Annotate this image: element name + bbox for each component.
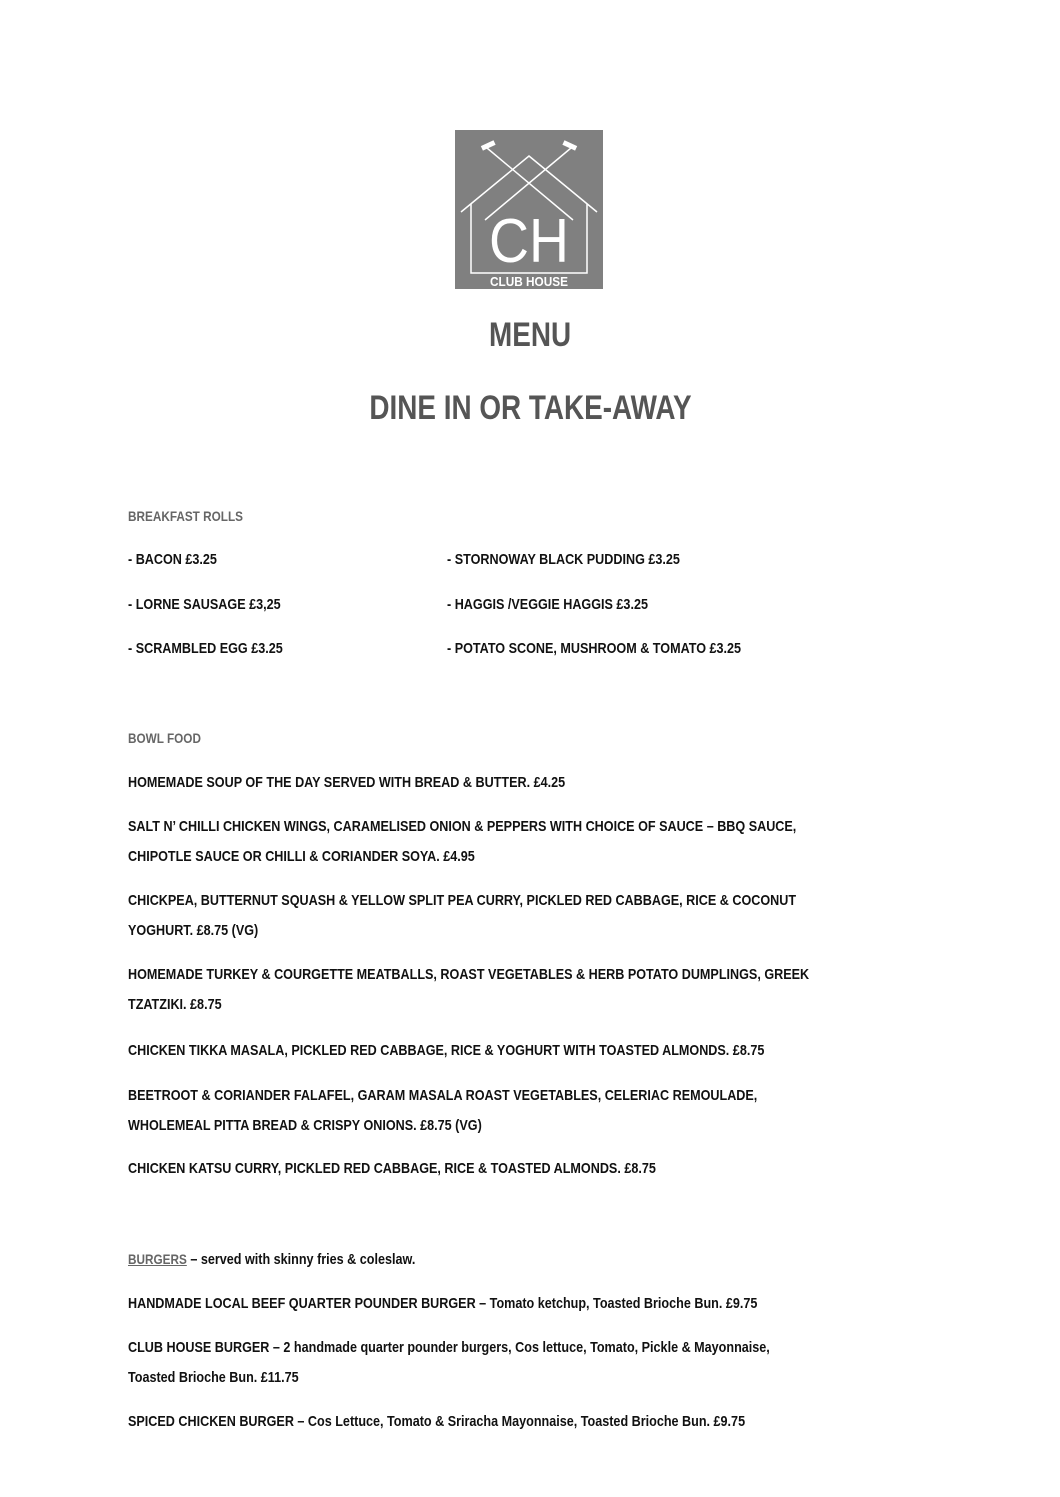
svg-text:CLUB HOUSE: CLUB HOUSE	[490, 274, 569, 289]
svg-text:CH: CH	[489, 207, 569, 276]
item-description: Cos Lettuce, Tomato & Sriracha Mayonnaise, Toasted Brioche Bun. £9.75	[307, 1413, 746, 1430]
menu-item	[128, 1412, 863, 1432]
menu-item: CHICKEN TIKKA MASALA, PICKLED RED CABBAGE, RICE & YOGHURT WITH TOASTED ALMONDS. £8.75	[128, 1042, 765, 1059]
menu-item: HOMEMADE SOUP OF THE DAY SERVED WITH BREAD & BUTTER. £4.25	[128, 774, 566, 791]
section-heading-burgers	[128, 1249, 470, 1269]
item-name: SPICED CHICKEN BURGER –	[128, 1413, 308, 1430]
section-heading-bowl-food: BOWL FOOD	[128, 730, 201, 746]
item-name: HANDMADE LOCAL BEEF QUARTER POUNDER BURGER –	[128, 1295, 490, 1312]
menu-item-continued: YOGHURT. £8.75 (VG)	[128, 922, 259, 939]
menu-item: - LORNE SAUSAGE £3,25	[128, 596, 281, 613]
menu-subtitle: DINE IN OR TAKE-AWAY	[368, 389, 692, 427]
menu-item: - POTATO SCONE, MUSHROOM & TOMATO £3.25	[447, 640, 742, 657]
section-heading-breakfast: BREAKFAST ROLLS	[128, 508, 243, 524]
menu-item-continued: CHIPOTLE SAUCE OR CHILLI & CORIANDER SOYA. £4.95	[128, 848, 475, 865]
menu-item: BEETROOT & CORIANDER FALAFEL, GARAM MASALA ROAST VEGETABLES, CELERIAC REMOULADE,	[128, 1087, 758, 1104]
item-description: Tomato ketchup, Toasted Brioche Bun. £9.75	[489, 1295, 758, 1312]
burgers-heading: BURGERS	[128, 1251, 187, 1267]
club-house-logo	[455, 130, 603, 289]
menu-item	[128, 1294, 877, 1314]
menu-item-continued: TZATZIKI. £8.75	[128, 996, 222, 1013]
menu-item: - STORNOWAY BLACK PUDDING £3.25	[447, 551, 680, 568]
item-description: 2 handmade quarter pounder burgers, Cos lettuce, Tomato, Pickle & Mayonnaise,	[283, 1339, 770, 1356]
menu-item: CHICKPEA, BUTTERNUT SQUASH & YELLOW SPLIT PEA CURRY, PICKLED RED CABBAGE, RICE & COCONUT	[128, 892, 797, 909]
menu-item: - HAGGIS /VEGGIE HAGGIS £3.25	[447, 596, 648, 613]
menu-item: CHICKEN KATSU CURRY, PICKLED RED CABBAGE, RICE & TOASTED ALMONDS. £8.75	[128, 1160, 656, 1177]
menu-title: MENU	[488, 316, 572, 354]
menu-item: HOMEMADE TURKEY & COURGETTE MEATBALLS, ROAST VEGETABLES & HERB POTATO DUMPLINGS, GREEK	[128, 966, 810, 983]
menu-item	[128, 1338, 892, 1358]
item-name: CLUB HOUSE BURGER –	[128, 1339, 284, 1356]
menu-item: SALT N’ CHILLI CHICKEN WINGS, CARAMELISED ONION & PEPPERS WITH CHOICE OF SAUCE – BBQ SAUCE,	[128, 818, 797, 835]
burgers-note: – served with skinny fries & coleslaw.	[186, 1251, 416, 1268]
menu-item: - BACON £3.25	[128, 551, 217, 568]
menu-item-continued: WHOLEMEAL PITTA BREAD & CRISPY ONIONS. £8.75 (VG)	[128, 1117, 482, 1134]
menu-item-continued: Toasted Brioche Bun. £11.75	[128, 1369, 299, 1386]
menu-item: - SCRAMBLED EGG £3.25	[128, 640, 283, 657]
